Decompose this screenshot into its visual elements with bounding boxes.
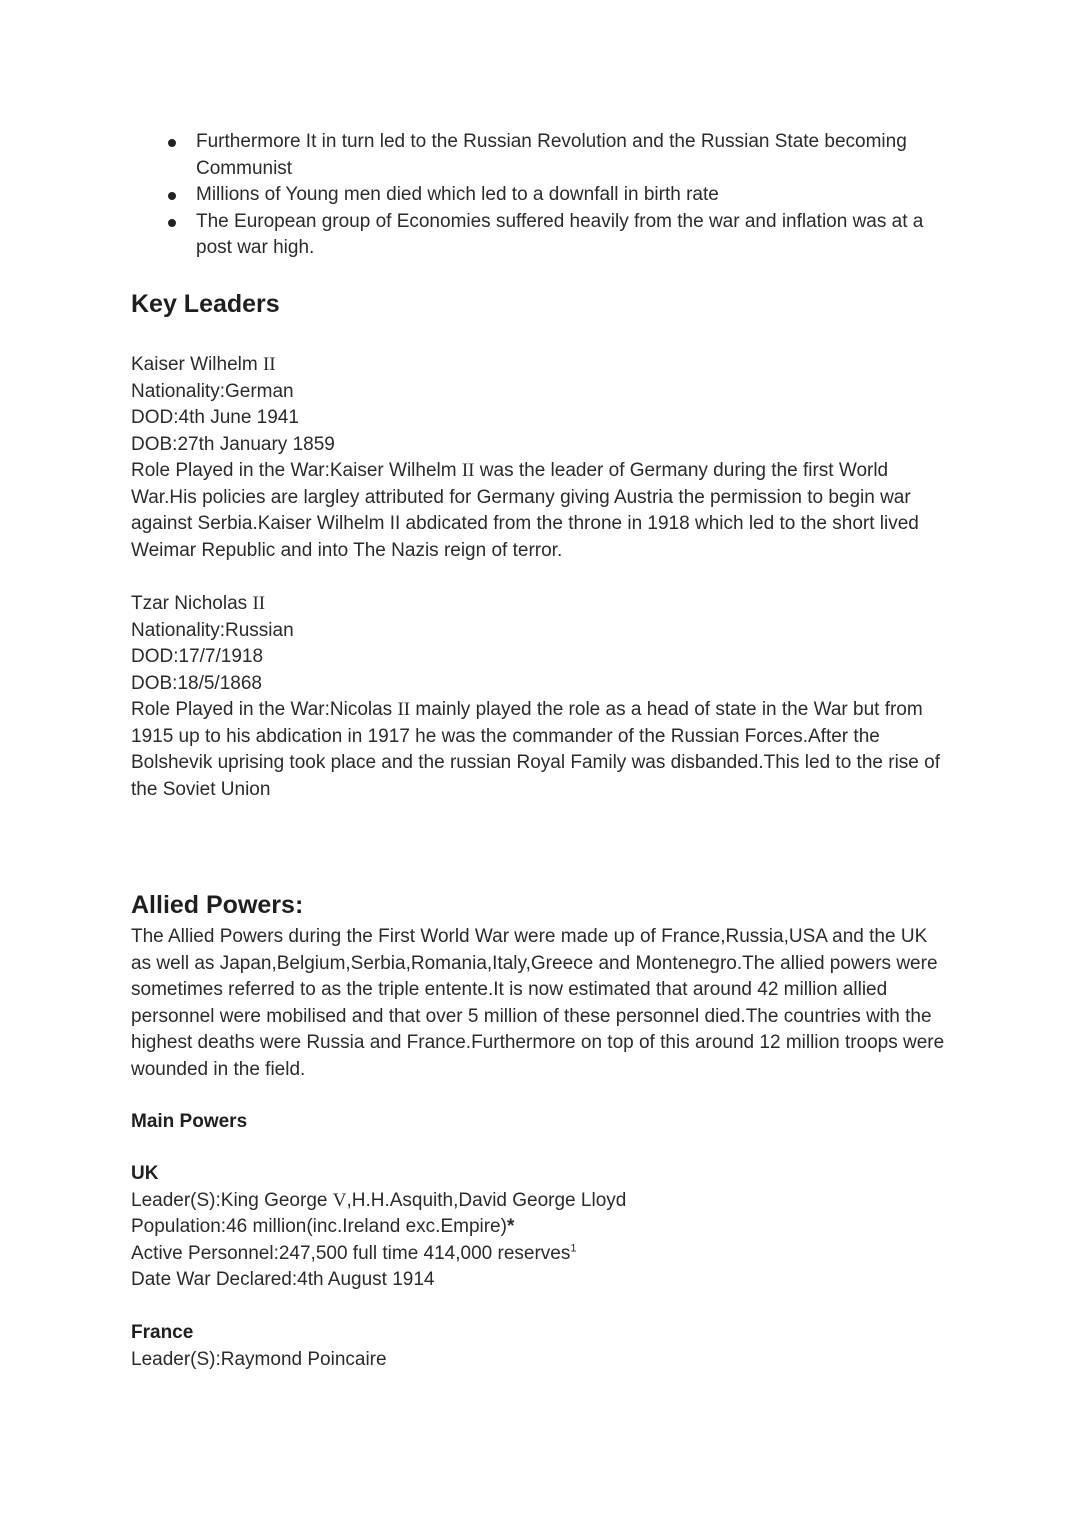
allied-powers-paragraph: The Allied Powers during the First World War were made up of France,Russia,USA and the UK as well as Japan,Belgium,Serbia,Romania,Italy,Greece and Montenegro.The allied powers were sometimes referred to as the triple entente.It is now estimated that around 42 million allied personnel were mobilised and that over 5 million of these personnel died.The countries with the highest deaths were Russia and France.Furthermore on top of this around 12 million troops were wounded in the field. bbox=[131, 926, 945, 1080]
leader-entry-wilhelm bbox=[131, 352, 951, 564]
leader-role: Role Played in the War:Kaiser Wilhelm II was the leader of Germany during the first World War.His policies are largley attributed for Germany giving Austria the permission to begin war against Serbia.Kaiser Wilhelm II abdicated from the throne in 1918 which led to the short lived Weimar Republic and into The Nazis reign of terror. bbox=[131, 460, 919, 561]
power-title: UK bbox=[131, 1163, 159, 1184]
power-leaders: Leader(S):Raymond Poincaire bbox=[131, 1348, 387, 1370]
power-entry-uk bbox=[131, 1161, 951, 1294]
power-date-declared: Date War Declared:4th August 1914 bbox=[131, 1269, 435, 1290]
leader-name: Tzar Nicholas II bbox=[131, 593, 266, 614]
power-entry-france bbox=[131, 1320, 951, 1373]
list-item bbox=[131, 209, 951, 262]
power-title: France bbox=[131, 1322, 194, 1343]
list-item bbox=[131, 182, 951, 209]
power-leaders: Leader(S):King George V,H.H.Asquith,David George Lloyd bbox=[131, 1189, 627, 1211]
key-leaders-heading: Key Leaders bbox=[131, 290, 280, 318]
bullet-text: The European group of Economies suffered heavily from the war and inflation was at a post war high. bbox=[196, 210, 924, 258]
leader-dob: DOB:18/5/1868 bbox=[131, 672, 262, 694]
power-personnel: Active Personnel:247,500 full time 414,000 reserves$^1$ bbox=[131, 1242, 577, 1264]
leader-nationality: Nationality:German bbox=[131, 380, 294, 402]
main-powers-heading: Main Powers bbox=[131, 1111, 248, 1132]
bullet-icon bbox=[168, 139, 176, 147]
leader-dod: DOD:17/7/1918 bbox=[131, 646, 264, 667]
power-population: Population:46 million(inc.Ireland exc.Empire)* bbox=[131, 1216, 515, 1237]
leader-entry-nicholas bbox=[131, 591, 951, 803]
bullet-text: Millions of Young men died which led to a downfall in birth rate bbox=[196, 184, 719, 205]
bullet-icon bbox=[168, 192, 176, 200]
leader-nationality: Nationality:Russian bbox=[131, 619, 294, 641]
bullet-icon bbox=[168, 219, 176, 227]
consequences-bullet-list bbox=[131, 129, 951, 262]
leader-role: Role Played in the War:Nicolas II mainly played the role as a head of state in the War but from 1915 up to his abdication in 1917 he was the commander of the Russian Forces.After the Bolshevik uprising took place and the russian Royal Family was disbanded.This led to the rise of the Soviet Union bbox=[131, 699, 940, 800]
bullet-text: Furthermore It in turn led to the Russian Revolution and the Russian State becoming Communist bbox=[196, 131, 907, 179]
leader-dod: DOD:4th June 1941 bbox=[131, 407, 299, 428]
footnote-marker: 1 bbox=[570, 1242, 577, 1255]
leader-dob: DOB:27th January 1859 bbox=[131, 433, 335, 455]
allied-powers-heading: Allied Powers: bbox=[131, 891, 304, 919]
list-item bbox=[131, 129, 951, 182]
leader-name: Kaiser Wilhelm II bbox=[131, 354, 276, 375]
